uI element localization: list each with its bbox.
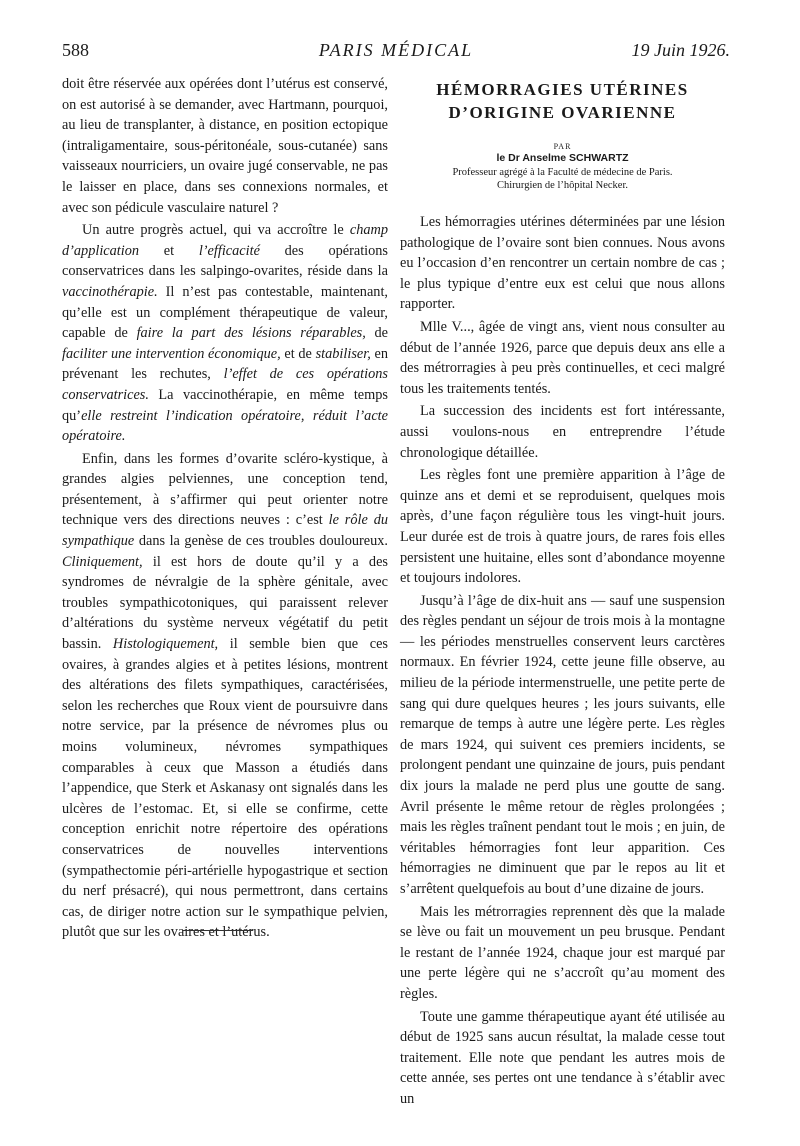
affiliation-line: Chirurgien de l’hôpital Necker. bbox=[496, 180, 629, 191]
paragraph: Les règles font une première apparition à l’âge de quinze ans et demi et se reproduisent, quelques mois après, d’une façon régulière tous les vingt-huit jours. Leur durée est de trois à quatre jours, de rares fois elles persistent une huitaine, elles sont d’abondance moyenne et toujours indolores. bbox=[400, 467, 725, 587]
paragraph: Un autre progrès actuel, qui va accroître le champ d’application et l’efficacité des opérations conservatrices dans les salpingo-ovarites, réside dans la vaccinothérapie. Il n’est pas contestable, maintenant, qu’elle est un complément thérapeutique de valeur, capable de faire la part des lésions réparables, de faciliter une intervention économique, et de stabiliser, en prévenant les rechutes, l’effet de ces opérations conservatrices. La vaccinothérapie, en même temps qu’elle restreint l’indication opératoire, réduit l’acte opératoire. bbox=[62, 222, 389, 445]
paragraph: Mlle V..., âgée de vingt ans, vient nous consulter au début de l’année 1926, parce que depuis deux ans elle a des métrorragies à peu près continuelles, et ceci malgré tous les traitements tentés. bbox=[400, 318, 725, 397]
italic-phrase: faciliter une intervention économique, bbox=[62, 345, 281, 362]
italic-phrase: stabiliser, bbox=[315, 345, 371, 362]
italic-phrase: vaccinothérapie. bbox=[62, 283, 158, 300]
article-title-line: HÉMORRAGIES UTÉRINES bbox=[436, 80, 689, 99]
running-title: PARIS MÉDICAL bbox=[318, 40, 474, 60]
paragraph: Enfin, dans les formes d’ovarite scléro-kystique, à grandes algies pelviennes, une conception tend, présentement, à s’affirmer qui peut orienter notre technique vers des directions neuves : c’est le rôle du sympathique dans la genèse de ces troubles douloureux. Cliniquement, il est hors de doute qu’il y a des syndromes de névralgie de la sphère génitale, avec troubles sympathicotoniques, qui paraissent relever d’altérations du système nerveux végétatif du petit bassin. Histologiquement, il semble bien que ces ovaires, à grandes algies et à petites lésions, montrent des altérations des filets sympathiques, caractérisées, selon les recherches que Roux vient de poursuivre dans notre service, par la présence de névromes plus ou moins volumineux, névromes sympathiques comparables à ceux que Masson a étudiés dans l’appendice, que Sterk et Askanasy ont signalés dans les ulcères de l’estomac. Et, si elle se confirme, cette conception enrichit notre répertoire des opérations conservatrices de nouvelles interventions (sympathectomie péri-artérielle hypogastrique et section du nerf présacré), qui nous permettront, dans certains cas, de diriger notre action sur le sympathique pelvien, plutôt que sur les ovaires et l’utérus. bbox=[62, 450, 388, 941]
author-affiliation bbox=[400, 166, 725, 192]
right-column bbox=[400, 212, 725, 1112]
article-title-line: D’ORIGINE OVARIENNE bbox=[448, 103, 677, 122]
italic-phrase: Cliniquement, bbox=[62, 553, 143, 570]
page-header bbox=[62, 40, 730, 68]
article-title bbox=[400, 78, 725, 124]
paragraph: Les hémorragies utérines déterminées par une lésion pathologique de l’ovaire sont bien connues. Nous avons eu l’occasion d’en rencontrer un certain nombre de cas ; le plus typique d’entre eux est celui que nous allons rapporter. bbox=[400, 214, 725, 313]
byline-par: PAR bbox=[553, 142, 572, 151]
italic-phrase: Histologiquement, bbox=[112, 636, 219, 653]
paragraph: Mais les métrorragies reprennent dès que la malade se lève ou fait un mouvement un peu brusque. Pendant le restant de l’année 1924, chaque jour est marqué par une perte légère qui ne s’accroît qu’au moment des règles. bbox=[400, 903, 725, 1002]
paragraph: doit être réservée aux opérées dont l’utérus est conservé, on est autorisé à se demander, avec Hartmann, pourquoi, au lieu de transplanter, à distance, en position ectopique (intraligamentaire, sous-péritonéale, sous-cutanée) sans vaisseaux nourriciers, un ovaire jugé conservable, ne pas le laisser en place, dans ses connexions normales, et avec son pédicule vasculaire naturel ? bbox=[62, 76, 388, 216]
italic-phrase: faire la part des lésions réparables, bbox=[136, 325, 366, 342]
page-number: 588 bbox=[62, 40, 89, 60]
paragraph: Toute une gamme thérapeutique ayant été utilisée au début de 1925 sans aucun résultat, la malade cesse tout traitement. Elle note que pendant les autres mois de cette année, ses pertes ont une tendance à s’établir avec un bbox=[400, 1008, 725, 1107]
section-divider bbox=[183, 930, 253, 931]
author-name: le Dr Anselme SCHWARTZ bbox=[496, 152, 629, 164]
italic-phrase: le rôle du sympathique bbox=[62, 512, 388, 550]
italic-phrase: l’effet de ces opérations conservatrices. bbox=[62, 366, 388, 403]
left-column bbox=[62, 74, 388, 945]
issue-date: 19 Juin 1926. bbox=[631, 40, 730, 60]
affiliation-line: Professeur agrégé à la Faculté de médecine de Paris. bbox=[452, 167, 673, 178]
italic-phrase: champ d’application bbox=[62, 222, 388, 259]
paragraph: Jusqu’à l’âge de dix-huit ans — sauf une suspension des règles pendant un séjour de trois mois à la montagne — les périodes menstruelles conservent leurs carctères normaux. En février 1924, cette jeune fille observe, au milieu de la période intermenstruelle, une petite perte de sang qui dure quelques heures ; les jours suivants, elle remarque de temps à autre une légère perte. Les règles de mars 1924, qui suivent ces premiers incidents, se prolongent pendant une quinzaine de jours, puis pendant dix jours la malade ne perd plus une goutte de sang. Avril présente le même retour de règles prolongées ; mais les règles traînent pendant tout le mois ; en juin, de véritables hémorragies font leur apparition. Ces hémorragies ne diminuent que par le repos au lit et s’arrêtent quelquefois au bout d’une dizaine de jours. bbox=[400, 592, 725, 897]
italic-phrase: elle restreint l’indication opératoire, réduit l’acte opératoire. bbox=[62, 407, 388, 445]
italic-phrase: l’efficacité bbox=[198, 242, 260, 259]
paragraph: La succession des incidents est fort intéressante, aussi voulons-nous en entreprendre l’étude chronologique détaillée. bbox=[400, 403, 725, 461]
